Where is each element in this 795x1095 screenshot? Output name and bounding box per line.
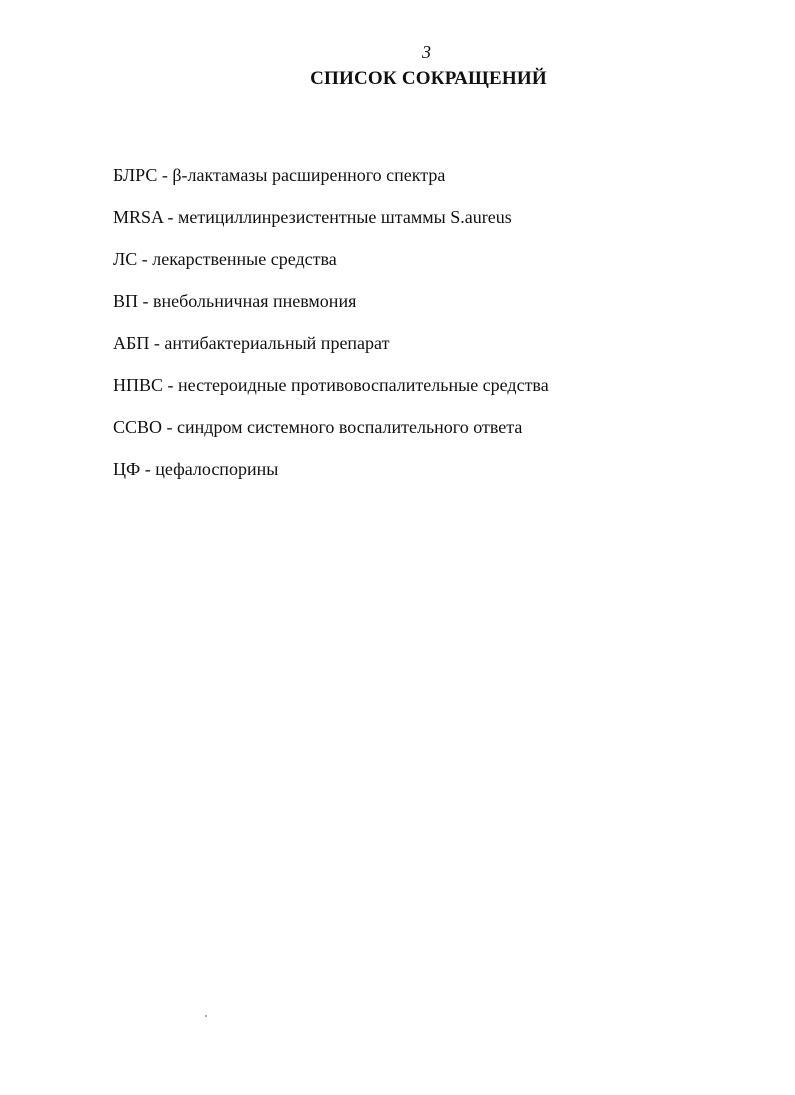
- abbreviation-item: [113, 457, 549, 499]
- abbreviation-term: ЛС: [113, 249, 138, 269]
- abbreviation-term: ЦФ: [113, 459, 141, 479]
- abbreviation-definition: внебольничная пневмония: [153, 291, 357, 311]
- abbreviation-item: [113, 373, 549, 415]
- abbreviation-item: [113, 163, 549, 205]
- abbreviation-separator: -: [137, 249, 153, 269]
- abbreviation-definition: синдром системного воспалительного ответа: [177, 417, 523, 437]
- abbreviation-term: НПВС: [113, 375, 164, 395]
- abbreviation-term: ССВО: [113, 417, 163, 437]
- abbreviation-separator: -: [138, 291, 154, 311]
- abbreviation-term: MRSA: [113, 207, 164, 227]
- abbreviation-separator: -: [149, 333, 165, 353]
- abbreviation-definition: антибактериальный препарат: [164, 333, 390, 353]
- abbreviation-separator: -: [162, 417, 178, 437]
- abbreviation-item: [113, 247, 549, 289]
- abbreviation-item: [113, 331, 549, 373]
- abbreviation-item: [113, 205, 549, 247]
- page-title: СПИСОК СОКРАЩЕНИЙ: [310, 68, 547, 89]
- page-number: 3: [422, 42, 431, 62]
- abbreviation-term: БЛРС: [113, 165, 158, 185]
- abbreviation-definition: β-лактамазы расширенного спектра: [172, 165, 446, 185]
- abbreviation-separator: -: [163, 375, 179, 395]
- abbreviation-separator: -: [157, 165, 173, 185]
- abbreviation-list: [113, 163, 549, 499]
- abbreviation-definition: нестероидные противовоспалительные средства: [178, 375, 549, 395]
- abbreviation-separator: -: [163, 207, 179, 227]
- abbreviation-item: [113, 415, 549, 457]
- abbreviation-term: ВП: [113, 291, 139, 311]
- abbreviation-separator: -: [140, 459, 156, 479]
- scan-speck: [205, 1015, 207, 1017]
- abbreviation-term: АБП: [113, 333, 150, 353]
- abbreviation-item: [113, 289, 549, 331]
- abbreviation-definition: лекарственные средства: [152, 249, 337, 269]
- abbreviation-definition: метициллинрезистентные штаммы S.aureus: [178, 207, 512, 227]
- abbreviation-definition: цефалоспорины: [155, 459, 279, 479]
